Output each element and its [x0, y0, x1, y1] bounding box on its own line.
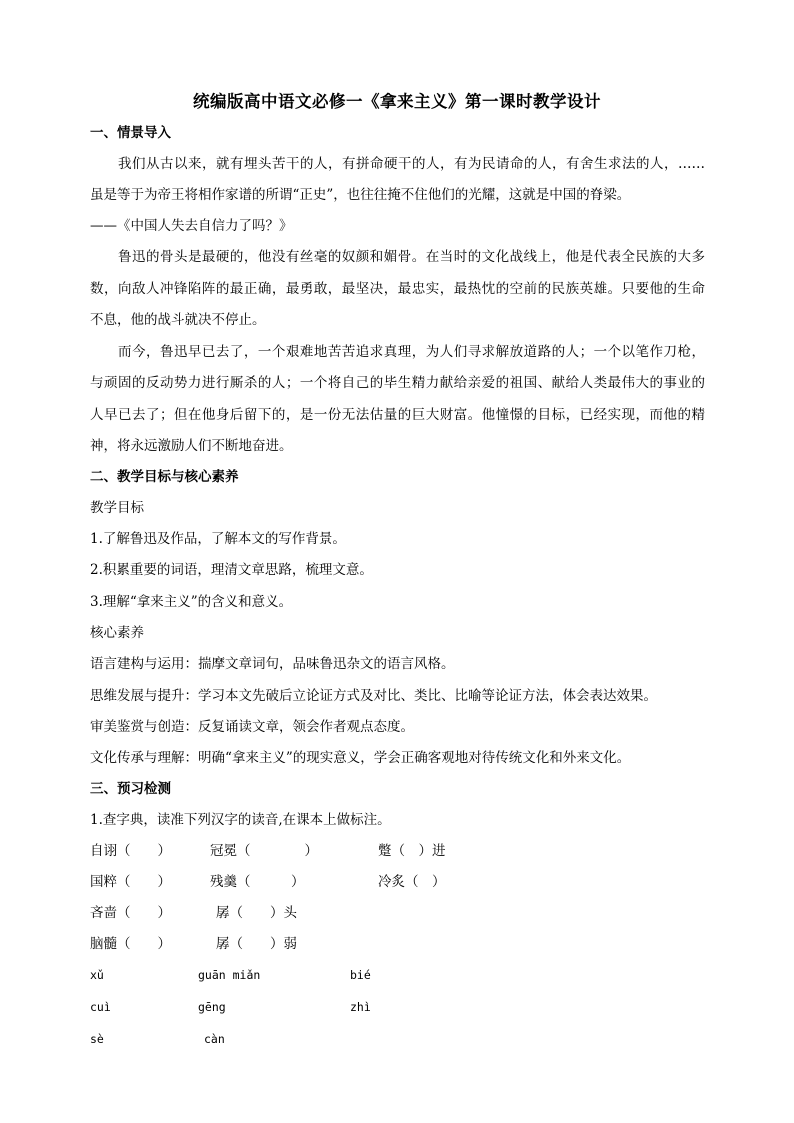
char-cell: 冠冕（ ） [210, 843, 318, 859]
core-label: 核心素养 [90, 625, 144, 641]
paragraph-line: 与顽固的反动势力进行厮杀的人；一个将自己的毕生精力献给亲爱的祖国、献给人类最伟大的事业的 [90, 375, 705, 391]
paragraph-line: 不息，他的战斗就决不停止。 [90, 312, 266, 328]
char-cell: 脑髓（ ） [90, 936, 171, 952]
pinyin-cell: bié [350, 968, 371, 982]
core-item: 文化传承与理解：明确“拿来主义”的现实意义，学会正确客观地对待传统文化和外来文化。 [90, 750, 631, 766]
char-cell: 孱（ ）弱 [216, 936, 297, 952]
pinyin-cell: càn [204, 1032, 225, 1046]
goals-label: 教学目标 [90, 500, 144, 516]
goal-item: 3.理解“拿来主义”的含义和意义。 [90, 594, 293, 610]
core-item: 思维发展与提升：学习本文先破后立论证方式及对比、类比、比喻等论证方法，体会表达效果。 [90, 688, 657, 704]
paragraph-line: 数，向敌人冲锋陷阵的最正确，最勇敢，最坚决，最忠实，最热忱的空前的民族英雄。只要他的生命 [90, 281, 705, 297]
char-cell: 国粹（ ） [90, 874, 171, 890]
pinyin-cell: gēng [198, 1000, 226, 1014]
section-heading-1: 一、情景导入 [90, 125, 171, 141]
pinyin-cell: cuì [90, 1000, 111, 1014]
core-item: 语言建构与运用：揣摩文章词句，品味鲁迅杂文的语言风格。 [90, 656, 455, 672]
goal-item: 2.积累重要的词语，理清文章思路，梳理文意。 [90, 562, 373, 578]
char-cell: 吝啬（ ） [90, 905, 171, 921]
paragraph-line: 人早已去了；但在他身后留下的，是一份无法估量的巨大财富。他憧憬的目标，已经实现，而他的精 [90, 407, 705, 423]
char-cell: 自诩（ ） [90, 843, 171, 859]
char-cell: 孱（ ）头 [216, 905, 297, 921]
paragraph-line: 我们从古以来，就有埋头苦干的人，有拼命硬干的人，有为民请命的人，有舍生求法的人，…… [118, 156, 705, 172]
page-title: 统编版高中语文必修一《拿来主义》第一课时教学设计 [193, 92, 601, 111]
section-heading-2: 二、教学目标与核心素养 [90, 469, 239, 485]
goal-item: 1.了解鲁迅及作品，了解本文的写作背景。 [90, 531, 346, 547]
section-heading-3: 三、预习检测 [90, 781, 171, 797]
pinyin-cell: xǔ [90, 968, 104, 982]
paragraph-line: 而今，鲁迅早已去了，一个艰难地苦苦追求真理，为人们寻求解放道路的人；一个以笔作刀枪， [118, 344, 705, 360]
paragraph-line: 虽是等于为帝王将相作家谱的所谓“正史”，也往往掩不住他们的光耀，这就是中国的脊梁。 [90, 187, 631, 203]
pinyin-cell: zhì [350, 1000, 371, 1014]
question-1: 1.查字典，读准下列汉字的读音,在课本上做标注。 [90, 812, 391, 828]
char-cell: 冷炙（ ） [378, 874, 446, 890]
paragraph-line: 神，将永远激励人们不断地奋进。 [90, 438, 293, 454]
char-cell: 残羹（ ） [210, 874, 305, 890]
quote-source: ——《中国人失去自信力了吗？》 [90, 218, 293, 234]
pinyin-cell: guān miǎn [198, 968, 261, 982]
char-cell: 蹩（ ）进 [378, 843, 446, 859]
pinyin-cell: sè [90, 1032, 104, 1046]
core-item: 审美鉴赏与创造：反复诵读文章，领会作者观点态度。 [90, 719, 414, 735]
paragraph-line: 鲁迅的骨头是最硬的，他没有丝毫的奴颜和媚骨。在当时的文化战线上，他是代表全民族的大多 [118, 249, 705, 265]
